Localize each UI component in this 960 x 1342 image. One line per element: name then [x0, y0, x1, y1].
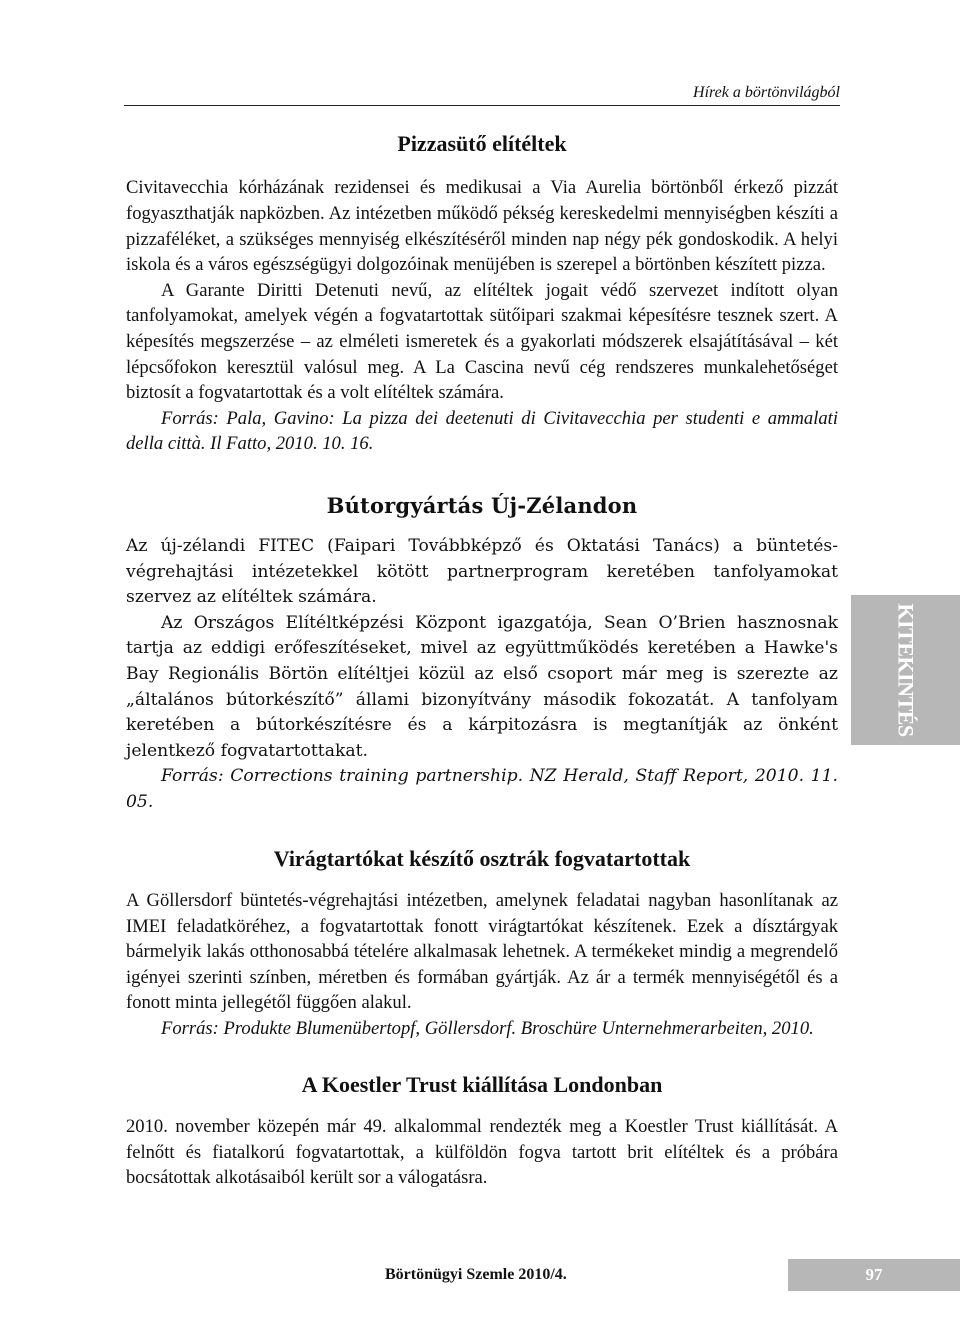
article-title: A Koestler Trust kiállítása Londonban	[301, 1071, 663, 1097]
header-rule	[124, 105, 840, 106]
page-number-box	[788, 1259, 960, 1291]
running-head: Hírek a börtönvilágból	[693, 84, 840, 101]
article-title: Virágtartókat készítő osztrák fogvatartottak	[273, 845, 691, 871]
article-source: Forrás: Corrections training partnership. NZ Herald, Staff Report, 2010. 11. 05.	[126, 766, 838, 813]
article-flowerpots	[126, 846, 838, 1042]
article-pizza	[126, 131, 838, 457]
article-source: Forrás: Produkte Blumenübertopf, Göllersdorf. Broschüre Unternehmerarbeiten, 2010.	[161, 1018, 814, 1039]
article-paragraph: A Garante Diritti Detenuti nevű, az elítéltek jogait védő szervezet indított olyan tanfolyamokat, amelyek végén a fogvatartottak sütőipari szakmai képesítésre tesznek szert. A képesítés megszerzése – az elméleti ismeretek és a gyakorlati módszerek elsajátításával – két lépcsőfokon keresztül valósul meg. A La Cascina nevű cég rendszeres munkalehetőséget biztosít a fogvatartottak és a volt elítéltek számára.	[126, 279, 838, 404]
article-paragraph: Civitavecchia kórházának rezidensei és medikusai a Via Aurelia börtönből érkező pizzát fogyaszthatják napközben. Az intézetben működő pékség kereskedelmi mennyiségben készíti a pizzaféléket, a szükséges mennyiség elkészítéséről minden nap négy pék gondoskodik. A helyi iskola és a város egészségügyi dolgozóinak menüjében is szerepel a börtönben készített pizza.	[126, 177, 838, 276]
article-title: Bútorgyártás Új-Zélandon	[326, 492, 638, 518]
article-title: Pizzasütő elítéltek	[397, 131, 567, 156]
section-side-tab	[851, 595, 960, 745]
article-furniture	[126, 493, 838, 816]
footer-journal-title: Börtönügyi Szemle 2010/4.	[385, 1266, 567, 1283]
page-content	[126, 126, 838, 1191]
article-paragraph: Az Országos Elítéltképzési Központ igazgatója, Sean O’Brien hasznosnak tartja az eddigi erőfeszítéseket, mivel az együttműködés keretében a Hawke's Bay Regionális Börtön elítéltjei közül az első csoport már meg is szerezte az „általános bútorkészítő” állami bizonyítvány második fokozatát. A tanfolyam keretében a bútorkészítésre és a kárpitozásra is megtanítják az önként jelentkező fogvatartottakat.	[126, 612, 838, 761]
article-paragraph: Az új-zélandi FITEC (Faipari Továbbképző és Oktatási Tanács) a büntetés-végrehajtási intézetekkel kötött partnerprogram keretében tanfolyamokat szervez az elítéltek számára.	[126, 536, 838, 608]
article-paragraph: A Göllersdorf büntetés-végrehajtási intézetben, amelynek feladatai nagyban hasonlítanak az IMEI feladatköréhez, a fogvatartottak fonott virágtartókat készítenek. Ezek a dísztárgyak bármelyik lakás otthonosabbá tételére alkalmasak lehetnek. A termékeket mindig a megrendelő igényei szerinti színben, méretben és formában gyártják. Az ár a termék mennyiségétől és a fonott minta jellegétől függően alakul.	[126, 890, 838, 1014]
article-koestler	[126, 1072, 838, 1191]
article-paragraph: 2010. november közepén már 49. alkalommal rendezték meg a Koestler Trust kiállítását. A felnőtt és fiatalkorú fogvatartottak, a külföldön fogva tartott brit elítéltek és a próbára bocsátottak alkotásaiból került sor a válogatásra.	[126, 1115, 838, 1189]
article-source: Forrás: Pala, Gavino: La pizza dei deetenuti di Civitavecchia per studenti e ammalati della città. Il Fatto, 2010. 10. 16.	[126, 407, 838, 455]
side-tab-label: KITEKINTÉS	[893, 603, 919, 737]
page-number: 97	[865, 1265, 883, 1284]
